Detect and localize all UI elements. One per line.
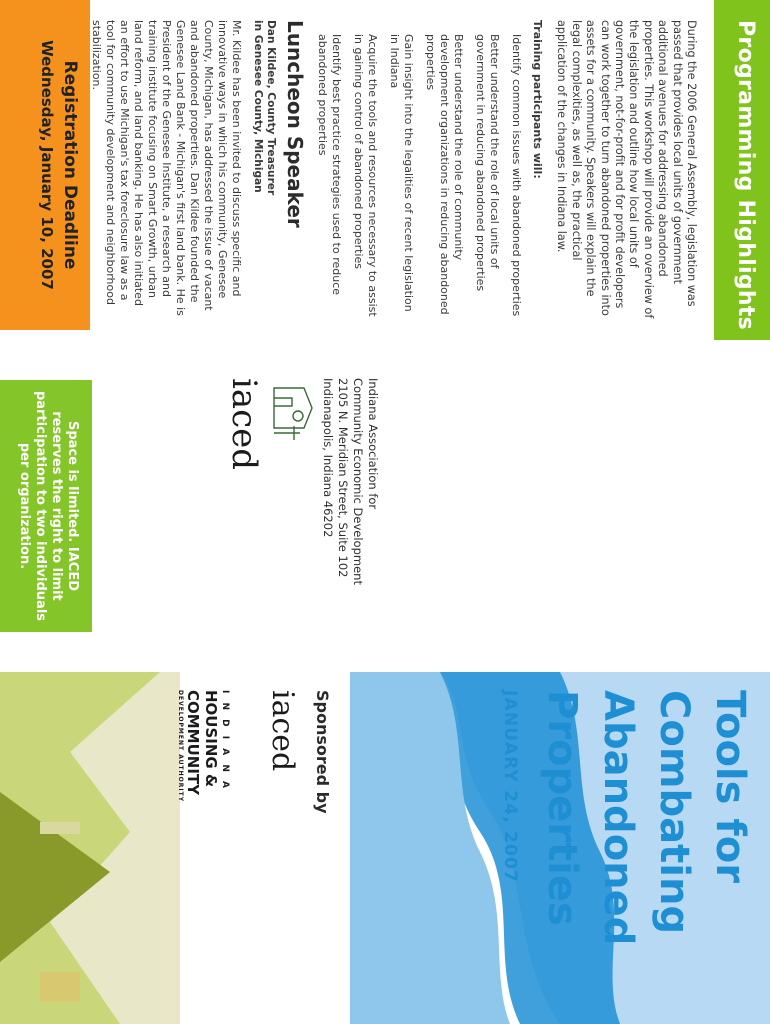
highlights-body <box>89 20 698 320</box>
deadline-panel <box>0 0 90 330</box>
notice-panel <box>0 380 92 632</box>
list-item: Identify best practice strategies used to reduce abandoned properties <box>315 34 343 296</box>
ihcda-logo <box>177 690 230 890</box>
list-item: Gain insight into the legalities of recent legislation in Indiana <box>387 34 415 312</box>
address-panel <box>150 378 380 698</box>
deadline-date: Wednesday, January 10, 2007 <box>38 40 56 290</box>
highlights-panel <box>90 0 770 340</box>
list-item: Better understand the role of community development organizations in reducing abandoned properties <box>423 34 465 315</box>
space-limited-notice: Space is limited. IACED reserves the right to limit participation to two individuals per organization. <box>0 380 92 632</box>
speaker-bio: Mr. Kildee has been invited to discuss specific and innovative ways in which his community, Genesee County, Michigan, has addressed the issue of vacant and abandoned properties. Dan Kildee founded the Genesee Land Bank - Michigan's first land bank. He is President of the Genesee Institute, a research and training institute focusing on Smart Growth, urban land reform, and land banking. He has also initiated an effort to use Michigan's tax foreclosure law as a tool for community development and neighborhood stabilization. <box>89 20 243 316</box>
org-name-line1: Indiana Association for <box>366 378 380 510</box>
cover-title-line: Combating <box>651 690 697 935</box>
sponsor-iaced-logo <box>240 690 300 810</box>
cover-date: JANUARY 24, 2007 <box>500 690 520 884</box>
list-item: Identify common issues with abandoned properties <box>509 34 523 317</box>
ihcda-authority: DEVELOPMENT AUTHORITY <box>177 690 184 803</box>
cover-title <box>534 690 758 1010</box>
org-name-line2: Community Economic Development <box>351 378 365 585</box>
highlights-intro: During the 2006 General Assembly, legislation was passed that provides local units of government additional avenues for addressing abandoned properties. This workshop will provide an overview of the legislation and outline how local units of government, not-for-profit and for profit developers can work together to turn abandoned properties into assets for a community. Speakers will explain the legal complexities, as well as, the practical application of the changes in Indiana law. <box>555 20 698 319</box>
org-city: Indianapolis, Indiana 46202 <box>321 378 335 538</box>
speaker-location: in Genesee County, Michigan <box>251 20 264 193</box>
org-address <box>320 378 380 585</box>
participants-list <box>315 20 523 320</box>
cover-title-line: Properties <box>539 690 585 926</box>
list-item: Better understand the role of local units of government in reducing abandoned properties <box>473 34 501 292</box>
deadline-title: Registration Deadline <box>60 60 80 270</box>
luncheon-heading: Luncheon Speaker <box>282 20 307 228</box>
iaced-logo <box>216 378 314 471</box>
participants-heading: Training participants will: <box>530 20 544 179</box>
sponsor-iaced-text: iaced <box>265 690 300 772</box>
cover-title-line: Abandoned <box>595 690 641 946</box>
cover-title-line: Tools for <box>707 690 753 883</box>
deadline-box <box>0 0 90 330</box>
ihcda-housing: HOUSING & COMMUNITY <box>184 690 220 796</box>
highlights-heading: Programming Highlights <box>733 20 758 331</box>
cover-panel <box>0 672 770 1024</box>
speaker-name: Dan Kildee, County Treasurer <box>264 20 277 196</box>
sponsored-by-label: Sponsored by <box>313 690 332 814</box>
list-item: Acquire the tools and resources necessary to assist in gaining control of abandoned properties <box>351 34 379 317</box>
ihcda-indiana: I N D I A N A <box>220 690 230 791</box>
iaced-logo-text: iaced <box>224 378 264 471</box>
org-street: 2105 N. Meridian Street, Suite 102 <box>336 378 350 578</box>
highlights-banner <box>714 0 770 340</box>
